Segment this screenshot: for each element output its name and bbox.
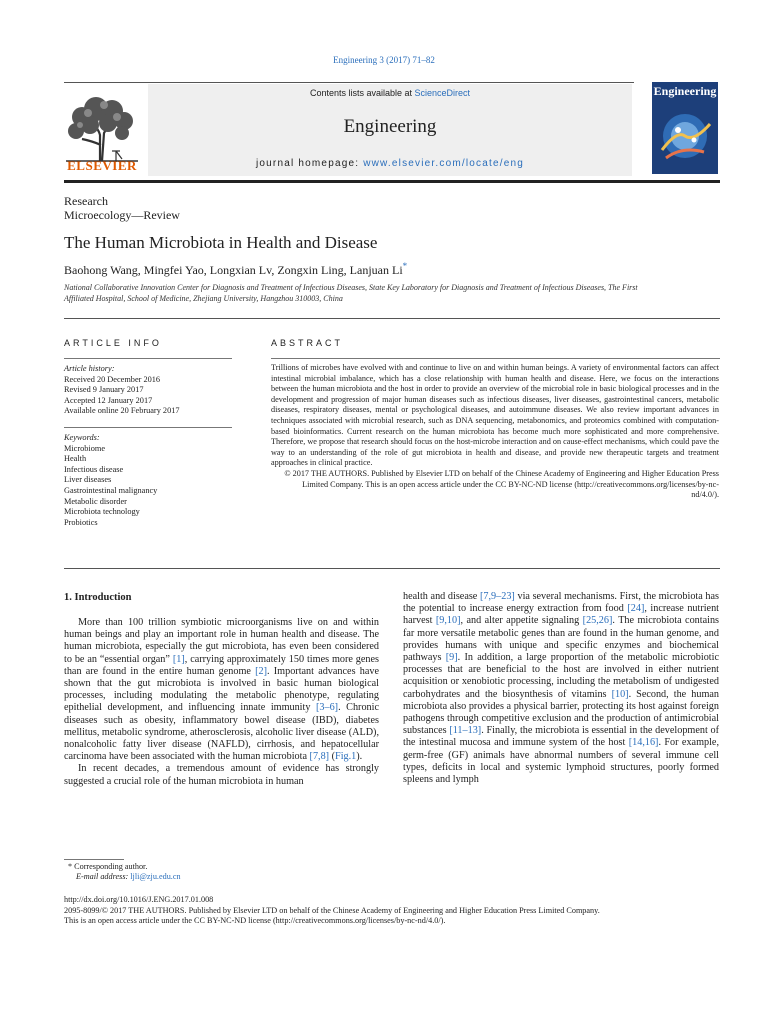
left-column	[64, 617, 379, 788]
article-info-rule	[64, 358, 232, 359]
paragraph-text: . Chronic diseases such as obesity, inflammatory bowel disease (IBD), diabetes mellitus, metabolic syndrome, atherosclerosis, alcoholic liver disease (ALD), nonalcoholic fatty liver disease (NAFLD), cirrhosis, and hepatocellular carcinoma have been associated with the human microbiota	[64, 702, 379, 763]
keyword-item: Microbiota technology	[64, 507, 140, 517]
keyword-item: Probiotics	[64, 517, 98, 527]
citation-link[interactable]: [11–13]	[449, 725, 482, 737]
history-online: Available online 20 February 2017	[64, 406, 180, 416]
abstract-copyright: © 2017 THE AUTHORS. Published by Elsevier LTD on behalf of the Chinese Academy of Engineering and Higher Education Press Limited Company. This is an open access article under the CC BY-NC-ND license (http://creativecommons.org/licenses/by-nc-nd/4.0/).	[284, 468, 719, 500]
keywords-label: Keywords:	[64, 433, 100, 442]
paragraph-text: via several mechanisms. First, the microbiota has the potential to increase energy extraction from food	[403, 591, 719, 615]
paragraph-text: , carrying approximately 150 times more genes than are found in the entire human genome	[64, 653, 379, 677]
citation-link[interactable]: [14,16]	[628, 737, 659, 749]
article-category	[64, 194, 180, 222]
keyword-item: Infectious disease	[64, 464, 124, 474]
paragraph-text: . Finally, the microbiota is essential in the development of the intestinal mucosa and immune system of the host	[403, 725, 719, 749]
abstract-text: Trillions of microbes have evolved with and continue to live on and within human beings. A variety of environmental factors can affect intestinal microbial imbalance, which has a close relationship with human health and disease. Here, we focus on the interactions between the human microbiota and the host in order to provide an overview of the microbial role in basic biological processes and in the development and progression of major human diseases such as infectious diseases, liver diseases, gastrointestinal cancers, metabolic diseases, respiratory diseases, mental or psychological diseases, and autoimmune diseases. We also review important advances in techniques associated with microbial research, such as DNA sequencing, metabonomics, and proteomics combined with computation-based bioinformatics. Current research on the human microbiota has become much more sophisticated and more comprehensive. Therefore, we propose that research should focus on the host-microbe interaction and on cause-effect mechanisms, which could pave the way to an understanding of the role of gut microbiota in health and disease, and provide new therapeutic targets and treatment approaches in clinical practice.	[271, 363, 719, 468]
paragraph-text: More than 100 trillion symbiotic microorganisms live on and within human beings and play an important role in human health and disease. The human microbiota, especially the gut microbiota, has even been considered to be an “essential organ”	[64, 617, 379, 665]
elsevier-wordmark: ELSEVIER	[67, 158, 137, 173]
keyword-item: Microbiome	[64, 443, 106, 453]
header-bottom-rule	[64, 180, 720, 183]
paragraph	[64, 617, 379, 763]
paper-title: The Human Microbiota in Health and Disease	[64, 233, 378, 252]
history-revised: Revised 9 January 2017	[64, 385, 144, 395]
journal-title: Engineering	[343, 116, 437, 137]
footnote-license-2: This is an open access article under the CC BY-NC-ND license (http://creativecommons.org/licenses/by-nc-nd/4.0/).	[64, 916, 446, 925]
paragraph-text: ).	[356, 751, 363, 763]
article-history	[64, 364, 234, 417]
paragraph-text: (	[329, 751, 336, 763]
authors-text: Baohong Wang, Mingfei Yao, Longxian Lv, Zongxin Ling, Lanjuan Li	[64, 263, 403, 277]
body-rule	[64, 568, 720, 569]
affiliation: National Collaborative Innovation Center for Diagnosis and Treatment of Infectious Diseases, State Key Laboratory for Diagnosis and Treatment of Infectious Diseases, The First Affiliated Hospital, School of Medicine, Zhejiang University, Hangzhou 310003, China	[64, 283, 638, 303]
footnote-license-1: 2095-8099/© 2017 THE AUTHORS. Published by Elsevier LTD on behalf of the Chinese Academy of Engineering and Higher Education Press Limited Company.	[64, 906, 600, 915]
paragraph-text: health and disease	[403, 591, 480, 602]
homepage-link[interactable]: www.elsevier.com/locate/eng	[363, 158, 524, 169]
contents-prefix: Contents lists available at	[309, 88, 415, 98]
abstract-body	[271, 363, 719, 501]
citation-link[interactable]: [9]	[445, 652, 458, 664]
sciencedirect-link[interactable]: ScienceDirect	[414, 88, 471, 98]
paragraph-text: . For example, germ-free (GF) animals have abnormal numbers of several immune cell types, deficits in local and systemic lymphoid structures, poorly formed spleens and lymph	[403, 737, 719, 786]
keywords-rule	[64, 427, 232, 428]
citation-link[interactable]: [7,8]	[309, 751, 330, 763]
contents-line	[148, 88, 632, 98]
keyword-item: Metabolic disorder	[64, 496, 127, 506]
article-info-heading: ARTICLE INFO	[64, 338, 162, 348]
keyword-item: Gastrointestinal malignancy	[64, 485, 158, 495]
cover-art	[652, 100, 718, 174]
section-rule	[64, 318, 720, 319]
paragraph-text: . The microbiota contains far more versatile metabolic genes than are found in the human genome, and provides humans with unique and specific enzymes and biochemical pathways	[403, 615, 720, 664]
paragraph-text: , and alter appetite signaling	[460, 615, 583, 627]
history-label: Article history:	[64, 364, 115, 373]
subcategory-label: Microecology—Review	[64, 208, 180, 222]
paragraph	[403, 591, 719, 786]
history-accepted: Accepted 12 January 2017	[64, 395, 153, 405]
citation-link[interactable]: [2]	[255, 665, 268, 677]
journal-reference-link[interactable]: Engineering 3 (2017) 71–82	[333, 55, 435, 65]
email-label: E-mail address:	[76, 872, 131, 881]
keyword-item: Liver diseases	[64, 475, 112, 485]
doi-link[interactable]: http://dx.doi.org/10.1016/J.ENG.2017.01.008	[64, 895, 214, 904]
section-heading-introduction: 1. Introduction	[64, 592, 132, 603]
keywords-list	[64, 433, 234, 528]
journal-cover-image	[652, 82, 718, 174]
citation-link[interactable]: [1]	[172, 653, 185, 665]
homepage-prefix: journal homepage:	[255, 158, 364, 169]
corresponding-author-mark[interactable]: *	[402, 261, 408, 271]
paragraph-text: . Second, the human microbiota also provides a physical barrier, protecting its host against foreign pathogens through competitive exclusion and the production of antimicrobial substances	[403, 688, 719, 737]
email-link[interactable]: ljli@zju.edu.cn	[130, 872, 181, 881]
footnote-rule	[64, 859, 124, 860]
citation-link[interactable]: [7,9–23]	[480, 591, 515, 602]
right-column	[403, 591, 719, 786]
citation-link[interactable]: [25,26]	[582, 615, 613, 627]
paragraph-text: . Important advances have shown that the gut microbiota is involved in basic human biological processes, including modulating the metabolic phenotype, regulating epithelial development, and influencing innate immunity	[64, 665, 379, 714]
footnote-corresponding: * Corresponding author.	[68, 862, 148, 871]
category-label: Research	[64, 194, 108, 208]
citation-link[interactable]: [10]	[611, 688, 629, 700]
citation-link[interactable]: [3–6]	[315, 702, 339, 714]
citation-link[interactable]: [24]	[627, 603, 645, 615]
citation-link[interactable]: Fig.1	[335, 751, 357, 763]
paragraph-text: , increase nutrient harvest	[403, 603, 720, 627]
citation-link[interactable]: [9,10]	[435, 615, 461, 627]
header-top-rule	[64, 82, 634, 83]
abstract-rule	[271, 358, 720, 359]
keyword-item: Health	[64, 454, 87, 464]
paragraph: In recent decades, a tremendous amount of evidence has strongly suggested a crucial role of the human microbiota in human	[64, 763, 379, 787]
author-list	[64, 261, 407, 278]
history-received: Received 20 December 2016	[64, 374, 161, 384]
journal-homepage	[148, 158, 632, 169]
cover-title: Engineering	[653, 84, 717, 98]
abstract-heading: ABSTRACT	[271, 338, 344, 348]
footnote-email	[76, 872, 181, 883]
paragraph-text: . In addition, a large proportion of the metabolic microbiotic processes that are beneficial to the host are involved in either nutrient acquisition or xenobiotic processing, including the metabolism of undigested carbohydrates and the biosynthesis of vitamins	[403, 652, 719, 700]
